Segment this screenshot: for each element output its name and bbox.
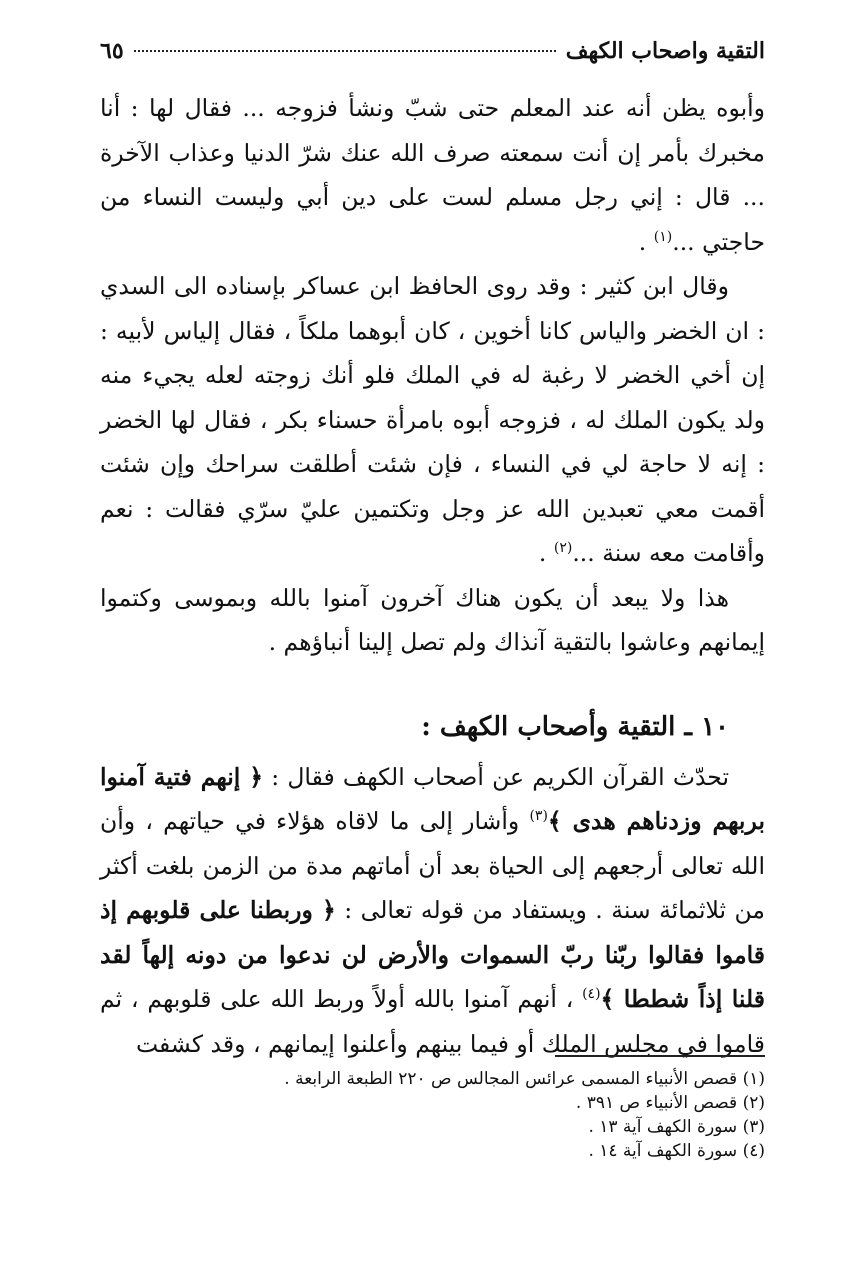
quran-quote-1: ﴿ إنهم فتية آمنوا بربهم وزدناهم هدى ﴾ xyxy=(100,762,765,835)
paragraph-4-text-a: تحدّث القرآن الكريم عن أصحاب الكهف فقال : xyxy=(263,762,729,791)
footnote-divider xyxy=(555,1055,765,1057)
footnote-2: (٢) قصص الأنبياء ص ٣٩١ . xyxy=(575,1093,765,1113)
footnote-4: (٤) سورة الكهف آية ١٤ . xyxy=(588,1141,765,1161)
paragraph-1-text: وأبوه يظن أنه عند المعلم حتى شبّ ونشأ فزوجه ... فقال لها : أنا مخبرك بأمر إن أنت سمعته صرف الله عنك شرّ الدنيا وعذاب الآخرة ... قال : إني رجل مسلم لست على دين أبي وليست النساء من حاجتي ... xyxy=(100,94,765,256)
paragraph-1 xyxy=(100,86,765,264)
footnote-1: (١) قصص الأنبياء المسمى عرائس المجالس ص ٢٢٠ الطبعة الرابعة . xyxy=(284,1069,765,1089)
paragraph-3: هذا ولا يبعد أن يكون هناك آخرون آمنوا بالله وبموسى وكتموا إيمانهم وعاشوا بالتقية آنذاك ولم تصل إلينا أنباؤهم . xyxy=(100,583,765,656)
footnote-3: (٣) سورة الكهف آية ١٣ . xyxy=(588,1117,765,1137)
quran-quote-2: ﴿ وربطنا على قلوبهم إذ قاموا فقالوا ربّنا ربّ السموات والأرض لن ندعوا من دونه إلهاً لقد قلنا إذاً شططا ﴾ xyxy=(100,896,765,1013)
paragraph-1-end: . xyxy=(638,227,654,256)
running-title: التقية واصحاب الكهف xyxy=(565,38,765,64)
footnote-ref-3[interactable]: (٣) xyxy=(529,808,548,825)
paragraph-4 xyxy=(100,755,765,1067)
paragraph-2 xyxy=(100,264,765,576)
paragraph-2-text: وقال ابن كثير : وقد روى الحافظ ابن عساكر بإسناده الى السدي : ان الخضر والياس كانا أخوين ، كان أبوهما ملكاً ، فقال إلياس لأبيه : إن أخي الخضر لا رغبة له في الملك فلو أنك زوجته لعله يجيء منه ولد يكون الملك له ، فزوجه أبوه بامرأة حسناء بكر ، فقال لها الخضر : إنه لا حاجة لي في النساء ، فإن شئت أطلقت سراحك وإن شئت أقمت معي تعبدين الله عز وجل وتكتمين عليّ سرّي فقالت : نعم وأقامت معه سنة ... xyxy=(100,272,765,567)
paragraph-4-text-c: ، أنهم آمنوا بالله أولاً وربط الله على قلوبهم ، ثم قاموا في مجلس الملك أو فيما بينهم وأعلنوا إيمانهم ، وقد كشفت xyxy=(100,985,765,1058)
section-heading: ١٠ ـ التقية وأصحاب الكهف : xyxy=(421,711,729,742)
footnote-ref-1[interactable]: (١) xyxy=(653,228,673,245)
paragraph-2-end: . xyxy=(538,539,554,567)
footnote-ref-4[interactable]: (٤) xyxy=(582,986,601,1003)
paragraph-4-text-b: وأشار إلى ما لاقاه هؤلاء في حياتهم ، وأن الله تعالى أرجعهم إلى الحياة بعد أن أماتهم مدة من الزمن بلغت أكثر من ثلاثمائة سنة . ويستفاد من قوله تعالى : xyxy=(100,807,765,924)
footnote-ref-2[interactable]: (٢) xyxy=(553,540,573,557)
running-header xyxy=(100,36,765,66)
dotted-leader xyxy=(134,50,556,52)
page-number: ٦٥ xyxy=(100,38,124,64)
footnotes xyxy=(100,1055,765,1163)
